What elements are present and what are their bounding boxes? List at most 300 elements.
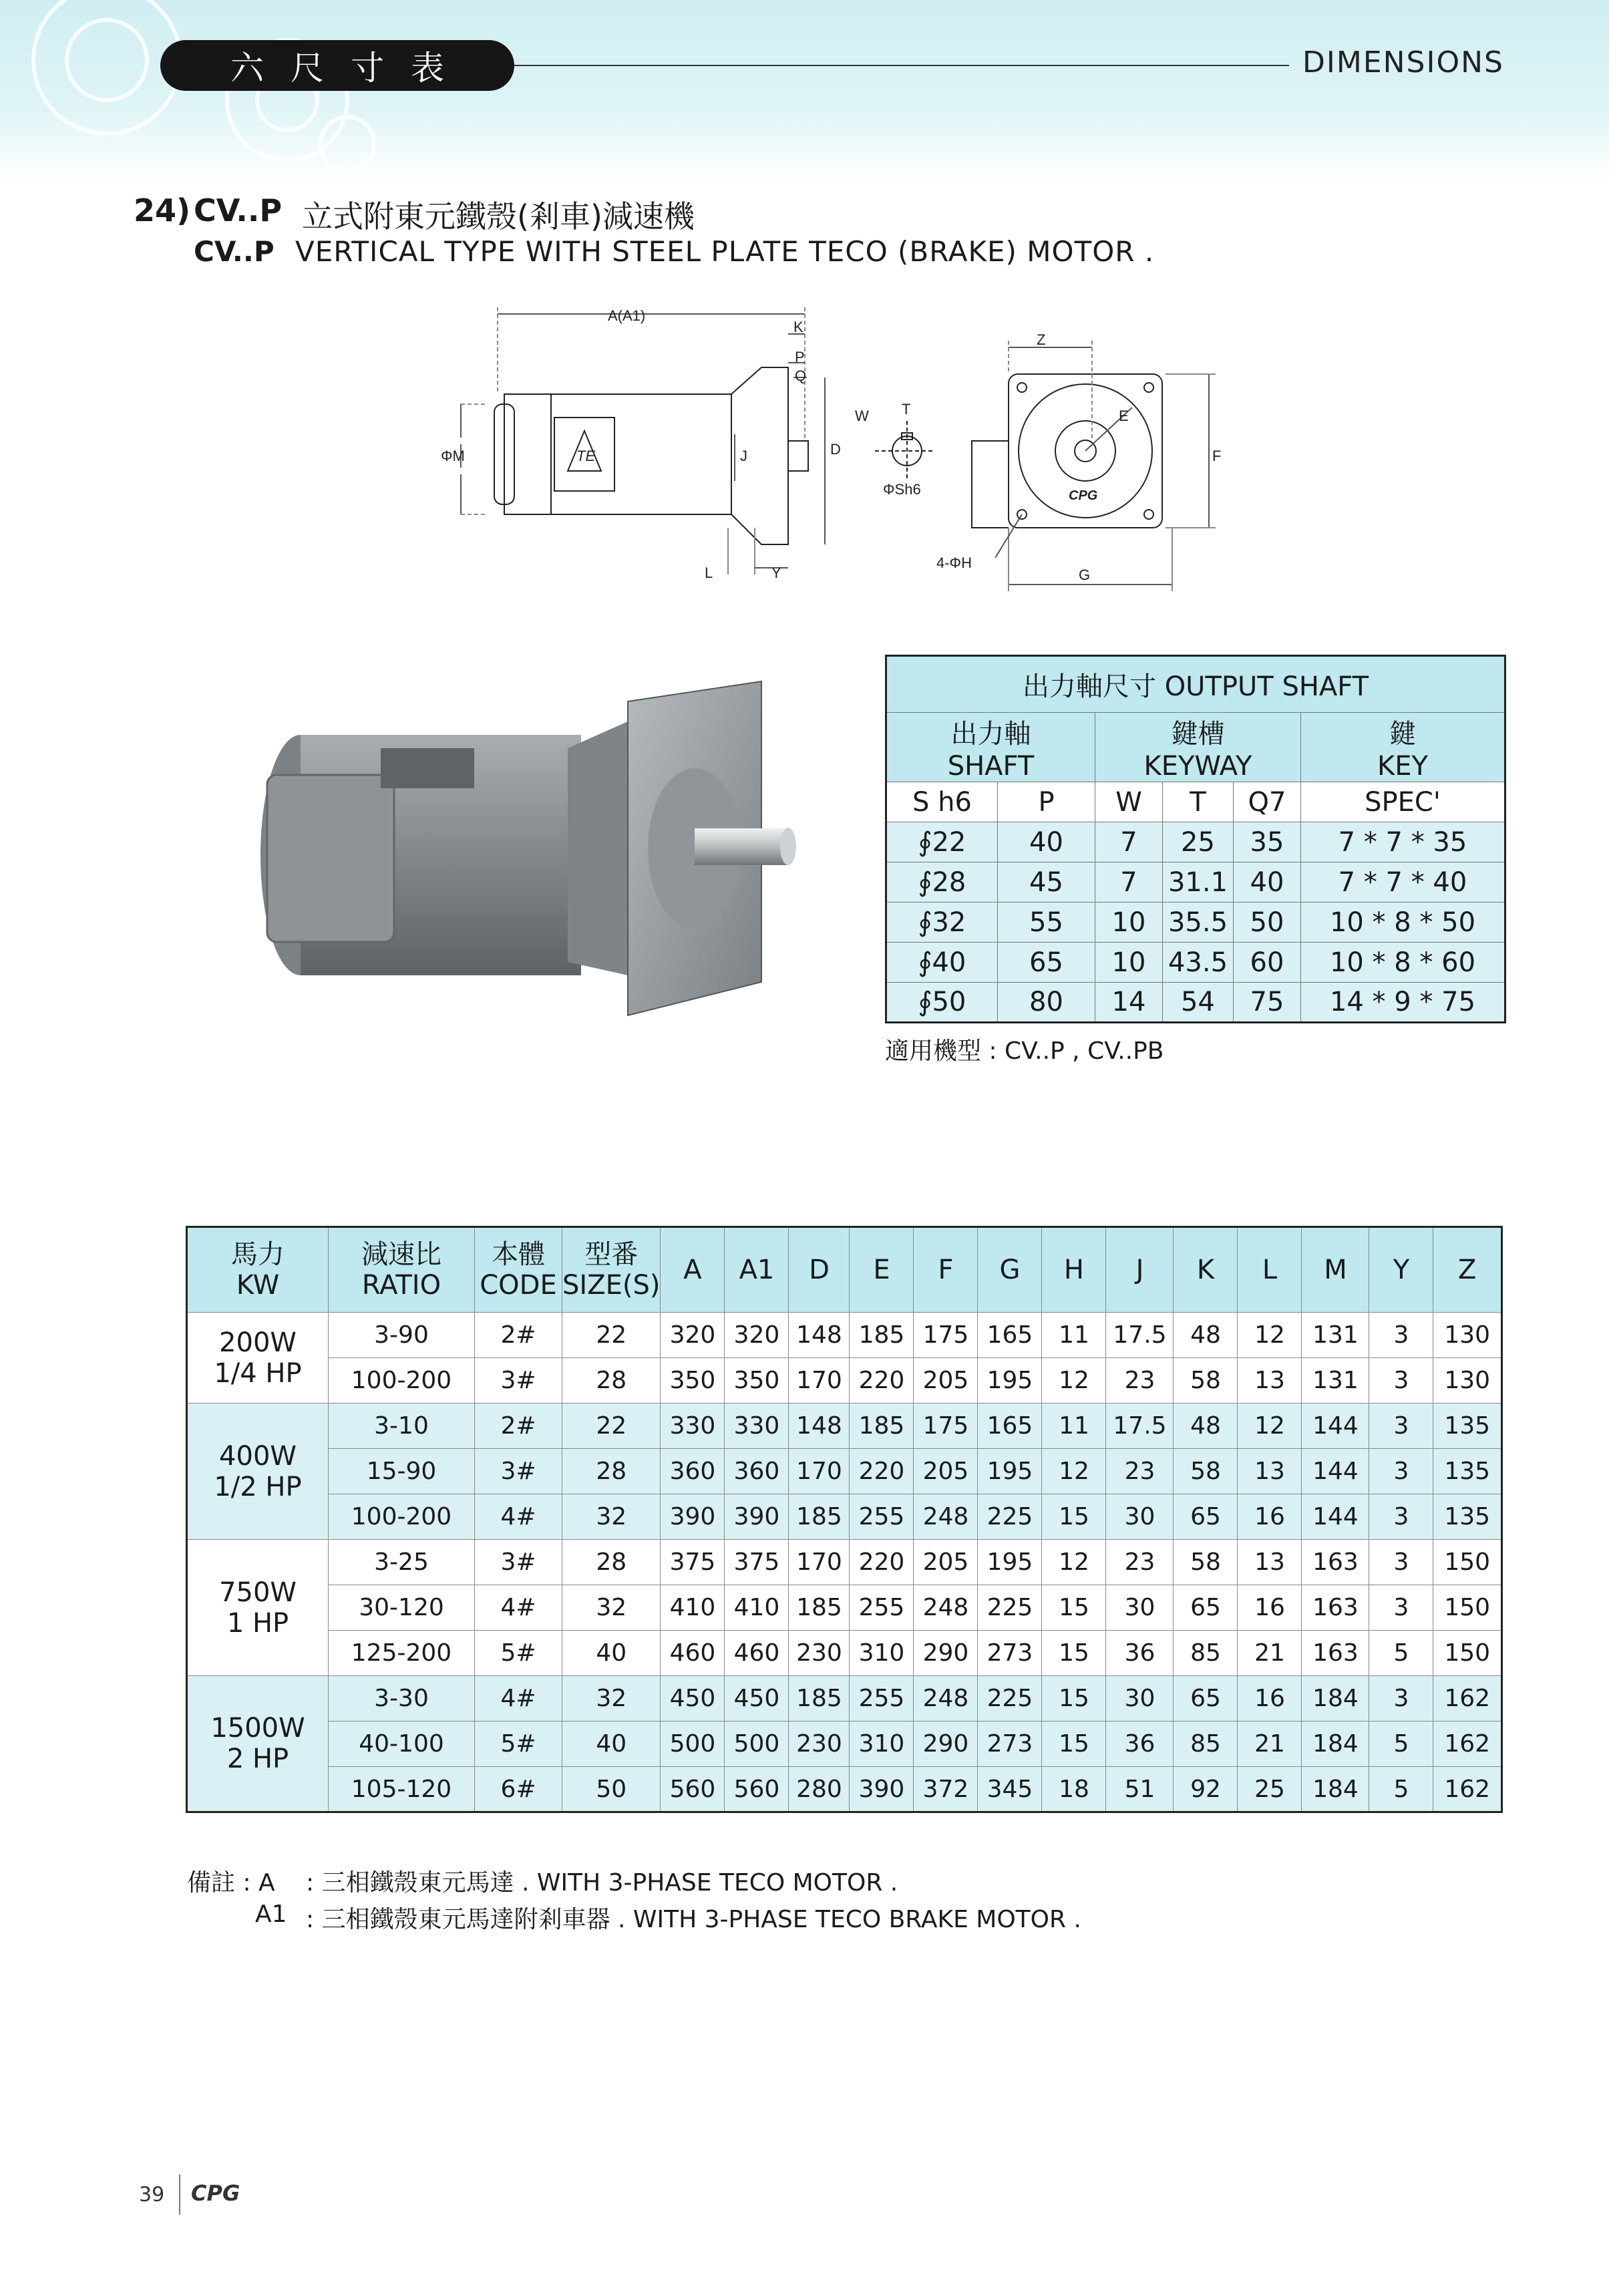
teco-nameplate-logo: TE <box>576 448 596 464</box>
table-cell: 13 <box>1238 1449 1302 1494</box>
shaft-label-t: T <box>902 401 911 418</box>
front-view-drawing <box>928 327 1229 595</box>
table-row <box>886 983 1505 1023</box>
table-cell: 30-120 <box>329 1585 475 1631</box>
table-cell: 10 <box>1095 943 1163 983</box>
dimension-label-q: Q <box>795 367 807 384</box>
table-cell: 11 <box>1042 1404 1106 1449</box>
table-cell: 17.5 <box>1106 1313 1174 1358</box>
table-cell: 205 <box>914 1358 978 1404</box>
table-cell: 50 <box>562 1767 661 1812</box>
table-cell: 65 <box>998 943 1095 983</box>
table-row <box>187 1676 1502 1721</box>
table-cell: 7 <box>1095 862 1163 903</box>
table-cell: 3 <box>1369 1494 1433 1540</box>
table-cell: 330 <box>661 1404 725 1449</box>
table-cell: 220 <box>850 1358 914 1404</box>
table-cell: 28 <box>562 1358 661 1404</box>
power-rating-cell <box>187 1540 329 1676</box>
note-label-a: 備註 : A <box>187 1869 275 1897</box>
table-cell: ∮32 <box>886 903 998 943</box>
table-cell: 58 <box>1174 1449 1238 1494</box>
table-cell: 3 <box>1369 1404 1433 1449</box>
table-cell: 163 <box>1302 1631 1369 1676</box>
table-cell: 280 <box>789 1767 850 1812</box>
power-rating-cell <box>187 1676 329 1812</box>
table-cell: 32 <box>562 1585 661 1631</box>
front-label-e: E <box>1119 407 1129 424</box>
power-watts: 1500W <box>210 1713 305 1744</box>
table-cell: 3 <box>1369 1676 1433 1721</box>
section-title-en: DIMENSIONS <box>1302 45 1504 79</box>
table-cell: 3 <box>1369 1313 1433 1358</box>
table-cell: 135 <box>1433 1449 1502 1494</box>
table-cell: 185 <box>850 1313 914 1358</box>
table-cell: 375 <box>661 1540 725 1585</box>
table-row <box>187 1449 1502 1494</box>
header-cn: 型番 <box>584 1239 639 1270</box>
table-cell: 13 <box>1238 1540 1302 1585</box>
table-cell: 16 <box>1238 1585 1302 1631</box>
table-cell: 3# <box>475 1540 562 1585</box>
table-row <box>187 1358 1502 1404</box>
table-cell: 58 <box>1174 1358 1238 1404</box>
header-cn: 馬力 <box>231 1239 285 1270</box>
table-cell: 32 <box>562 1494 661 1540</box>
key-group-cn: 鍵 <box>1389 719 1416 750</box>
table-cell: 163 <box>1302 1540 1369 1585</box>
column-header: A1 <box>725 1227 789 1313</box>
table-cell: 320 <box>661 1313 725 1358</box>
table-cell: 65 <box>1174 1585 1238 1631</box>
table-cell: 360 <box>725 1449 789 1494</box>
dimension-label-m: ΦM <box>441 448 465 464</box>
table-cell: 18 <box>1042 1767 1106 1812</box>
table-cell: 255 <box>850 1676 914 1721</box>
table-cell: 195 <box>978 1358 1042 1404</box>
table-cell: 230 <box>789 1721 850 1767</box>
table-cell: 560 <box>661 1767 725 1812</box>
table-cell: 55 <box>998 903 1095 943</box>
table-cell: 10 * 8 * 50 <box>1301 903 1505 943</box>
table-cell: 85 <box>1174 1721 1238 1767</box>
table-cell: 150 <box>1433 1585 1502 1631</box>
table-cell: 372 <box>914 1767 978 1812</box>
table-cell: 2# <box>475 1404 562 1449</box>
table-cell: 58 <box>1174 1540 1238 1585</box>
power-watts: 750W <box>219 1577 297 1608</box>
table-cell: 345 <box>978 1767 1042 1812</box>
table-cell: 15 <box>1042 1494 1106 1540</box>
table-cell: 170 <box>789 1358 850 1404</box>
table-cell: 185 <box>789 1585 850 1631</box>
table-cell: 175 <box>914 1404 978 1449</box>
table-cell: 100-200 <box>329 1358 475 1404</box>
table-cell: 105-120 <box>329 1767 475 1812</box>
table-cell: 135 <box>1433 1404 1502 1449</box>
table-cell: 205 <box>914 1540 978 1585</box>
note-label-a1: A1 <box>255 1901 287 1928</box>
table-cell: 15 <box>1042 1631 1106 1676</box>
table-cell: 50 <box>1234 903 1301 943</box>
power-hp: 1/4 HP <box>214 1357 302 1389</box>
note-text-a: : 三相鐵殼東元馬達 . WITH 3-PHASE TECO MOTOR . <box>306 1869 898 1897</box>
table-cell: 23 <box>1106 1540 1174 1585</box>
table-cell: 390 <box>725 1494 789 1540</box>
table-cell: 195 <box>978 1449 1042 1494</box>
shaft-group-cn: 出力軸 <box>950 719 1031 750</box>
table-cell: 310 <box>850 1721 914 1767</box>
dimension-label-p: P <box>795 349 805 365</box>
table-row <box>886 943 1505 983</box>
table-cell: 170 <box>789 1449 850 1494</box>
applicable-models-note: 適用機型 : CV..P , CV..PB <box>885 1037 1164 1065</box>
key-group-header <box>1301 713 1505 782</box>
front-label-4h: 4-ΦH <box>936 554 972 571</box>
power-hp: 1/2 HP <box>214 1471 302 1502</box>
table-cell: 4# <box>475 1494 562 1540</box>
table-cell: 48 <box>1174 1404 1238 1449</box>
table-cell: 248 <box>914 1676 978 1721</box>
table-cell: 125-200 <box>329 1631 475 1676</box>
table-cell: 130 <box>1433 1313 1502 1358</box>
table-cell: 12 <box>1238 1313 1302 1358</box>
table-cell: 36 <box>1106 1721 1174 1767</box>
table-cell: 4# <box>475 1585 562 1631</box>
shaft-group-header <box>886 713 1095 782</box>
table-cell: 5# <box>475 1631 562 1676</box>
table-cell: 560 <box>725 1767 789 1812</box>
shaft-section-drawing <box>848 394 942 508</box>
shaft-label-sh6: ΦSh6 <box>883 481 921 498</box>
table-cell: 375 <box>725 1540 789 1585</box>
column-header-code <box>475 1227 562 1313</box>
table-cell: 150 <box>1433 1631 1502 1676</box>
power-hp: 2 HP <box>226 1744 289 1774</box>
table-cell: 43.5 <box>1163 943 1234 983</box>
front-label-g: G <box>1079 566 1091 583</box>
table-cell: 184 <box>1302 1676 1369 1721</box>
table-cell: 255 <box>850 1585 914 1631</box>
table-cell: 11 <box>1042 1313 1106 1358</box>
header-en: KW <box>236 1270 280 1301</box>
table-cell: 162 <box>1433 1676 1502 1721</box>
table-cell: 390 <box>850 1767 914 1812</box>
column-header: M <box>1302 1227 1369 1313</box>
column-header-kw <box>187 1227 329 1313</box>
column-header: A <box>661 1227 725 1313</box>
column-header: J <box>1106 1227 1174 1313</box>
table-cell: 35.5 <box>1163 903 1234 943</box>
column-header: H <box>1042 1227 1106 1313</box>
table-row <box>187 1767 1502 1812</box>
table-cell: 195 <box>978 1540 1042 1585</box>
table-cell: 14 * 9 * 75 <box>1301 983 1505 1023</box>
front-brand-mark: CPG <box>1069 488 1098 503</box>
header-en: CODE <box>480 1270 557 1301</box>
column-header: T <box>1163 782 1234 822</box>
table-cell: 22 <box>562 1404 661 1449</box>
table-cell: 130 <box>1433 1358 1502 1404</box>
table-cell: 7 * 7 * 35 <box>1301 822 1505 862</box>
column-header: F <box>914 1227 978 1313</box>
table-cell: 450 <box>661 1676 725 1721</box>
table-cell: 3 <box>1369 1358 1433 1404</box>
table-cell: 225 <box>978 1585 1042 1631</box>
header-cn: 減速比 <box>361 1239 441 1270</box>
table-row <box>187 1313 1502 1358</box>
table-cell: 460 <box>725 1631 789 1676</box>
table-cell: 273 <box>978 1631 1042 1676</box>
table-cell: 185 <box>789 1494 850 1540</box>
table-cell: 360 <box>661 1449 725 1494</box>
table-cell: 135 <box>1433 1494 1502 1540</box>
column-header: E <box>850 1227 914 1313</box>
model-code-cn: CV..P <box>194 192 283 228</box>
key-group-en: KEY <box>1377 751 1428 782</box>
table-cell: 45 <box>998 862 1095 903</box>
table-cell: 28 <box>562 1449 661 1494</box>
power-rating-cell <box>187 1313 329 1404</box>
table-cell: 255 <box>850 1494 914 1540</box>
table-cell: 15 <box>1042 1585 1106 1631</box>
table-cell: 330 <box>725 1404 789 1449</box>
footer-brand-logo: CPG <box>191 2180 240 2206</box>
keyway-group-header <box>1095 713 1301 782</box>
table-cell: 92 <box>1174 1767 1238 1812</box>
table-cell: 15 <box>1042 1721 1106 1767</box>
table-cell: 40 <box>1234 862 1301 903</box>
table-cell: 165 <box>978 1404 1042 1449</box>
table-cell: 144 <box>1302 1494 1369 1540</box>
keyway-group-en: KEYWAY <box>1143 751 1252 782</box>
table-cell: 85 <box>1174 1631 1238 1676</box>
table-cell: 7 * 7 * 40 <box>1301 862 1505 903</box>
table-cell: 144 <box>1302 1404 1369 1449</box>
section-title-cn: 六尺寸表 <box>160 40 514 91</box>
side-view-drawing <box>441 301 868 595</box>
table-cell: 248 <box>914 1494 978 1540</box>
table-cell: 15 <box>1042 1676 1106 1721</box>
table-cell: 185 <box>850 1404 914 1449</box>
dimension-label-k: K <box>793 319 803 335</box>
table-cell: 131 <box>1302 1313 1369 1358</box>
title-description-en: VERTICAL TYPE WITH STEEL PLATE TECO (BRAKE) MOTOR . <box>295 235 1155 268</box>
table-row <box>886 862 1505 903</box>
title-description-cn: 立式附東元鐵殼(剎車)減速機 <box>302 198 695 234</box>
item-number: 24) <box>134 192 191 228</box>
table-cell: 3-10 <box>329 1404 475 1449</box>
table-cell: 184 <box>1302 1721 1369 1767</box>
table-cell: 185 <box>789 1676 850 1721</box>
front-label-f: F <box>1212 448 1222 464</box>
table-cell: 15-90 <box>329 1449 475 1494</box>
table-cell: 31.1 <box>1163 862 1234 903</box>
column-header: P <box>998 782 1095 822</box>
page-number: 39 <box>139 2183 165 2206</box>
column-header: Q7 <box>1234 782 1301 822</box>
output-shaft-title: 出力軸尺寸 OUTPUT SHAFT <box>886 656 1505 713</box>
table-cell: 410 <box>725 1585 789 1631</box>
table-cell: 5 <box>1369 1721 1433 1767</box>
column-header: W <box>1095 782 1163 822</box>
table-cell: 100-200 <box>329 1494 475 1540</box>
table-cell: 248 <box>914 1585 978 1631</box>
table-cell: 184 <box>1302 1767 1369 1812</box>
table-cell: 390 <box>661 1494 725 1540</box>
table-cell: 290 <box>914 1631 978 1676</box>
table-cell: 3 <box>1369 1540 1433 1585</box>
table-row <box>886 822 1505 862</box>
table-cell: 310 <box>850 1631 914 1676</box>
table-cell: 17.5 <box>1106 1404 1174 1449</box>
table-cell: 60 <box>1234 943 1301 983</box>
table-cell: 40 <box>562 1721 661 1767</box>
table-cell: 5 <box>1369 1767 1433 1812</box>
column-header: SPEC' <box>1301 782 1505 822</box>
table-cell: 16 <box>1238 1676 1302 1721</box>
table-cell: 30 <box>1106 1676 1174 1721</box>
table-cell: 163 <box>1302 1585 1369 1631</box>
table-cell: 65 <box>1174 1494 1238 1540</box>
table-cell: 460 <box>661 1631 725 1676</box>
table-cell: 4# <box>475 1676 562 1721</box>
table-cell: 6# <box>475 1767 562 1812</box>
table-cell: 450 <box>725 1676 789 1721</box>
table-cell: 54 <box>1163 983 1234 1023</box>
table-cell: 21 <box>1238 1631 1302 1676</box>
header-en: SIZE(S) <box>562 1270 661 1301</box>
column-header: L <box>1238 1227 1302 1313</box>
column-header: K <box>1174 1227 1238 1313</box>
shaft-group-en: SHAFT <box>947 751 1035 782</box>
table-cell: 75 <box>1234 983 1301 1023</box>
table-row <box>187 1721 1502 1767</box>
model-code-en: CV..P <box>194 235 275 268</box>
column-header: G <box>978 1227 1042 1313</box>
table-row <box>187 1404 1502 1449</box>
table-cell: ∮40 <box>886 943 998 983</box>
table-cell: 205 <box>914 1449 978 1494</box>
table-cell: 148 <box>789 1404 850 1449</box>
table-cell: 7 <box>1095 822 1163 862</box>
table-row <box>187 1540 1502 1585</box>
column-header: D <box>789 1227 850 1313</box>
table-cell: 36 <box>1106 1631 1174 1676</box>
table-cell: 220 <box>850 1449 914 1494</box>
dimension-table-body <box>187 1313 1502 1812</box>
table-cell: 32 <box>562 1676 661 1721</box>
table-cell: 13 <box>1238 1358 1302 1404</box>
table-cell: 80 <box>998 983 1095 1023</box>
shaft-label-w: W <box>855 407 869 424</box>
column-header: S h6 <box>886 782 998 822</box>
table-cell: 3-30 <box>329 1676 475 1721</box>
table-cell: 3 <box>1369 1585 1433 1631</box>
footer-divider <box>179 2174 180 2215</box>
dimension-label-l: L <box>705 564 713 581</box>
column-header: Z <box>1433 1227 1502 1313</box>
note-text-a1: : 三相鐵殼東元馬達附剎車器 . WITH 3-PHASE TECO BRAKE MOTOR . <box>306 1906 1081 1933</box>
table-cell: 28 <box>562 1540 661 1585</box>
table-cell: 65 <box>1174 1676 1238 1721</box>
table-cell: 12 <box>1042 1449 1106 1494</box>
table-cell: 30 <box>1106 1494 1174 1540</box>
table-cell: 3# <box>475 1449 562 1494</box>
table-header-row <box>187 1227 1502 1313</box>
table-cell: 10 <box>1095 903 1163 943</box>
table-cell: 12 <box>1238 1404 1302 1449</box>
table-cell: 220 <box>850 1540 914 1585</box>
table-cell: 23 <box>1106 1358 1174 1404</box>
table-cell: 40 <box>562 1631 661 1676</box>
table-cell: 500 <box>661 1721 725 1767</box>
header-cn: 本體 <box>492 1239 545 1270</box>
table-cell: 12 <box>1042 1358 1106 1404</box>
header-en: RATIO <box>361 1270 441 1301</box>
table-cell: 22 <box>562 1313 661 1358</box>
table-cell: 410 <box>661 1585 725 1631</box>
table-cell: ∮28 <box>886 862 998 903</box>
power-watts: 200W <box>219 1327 297 1358</box>
table-cell: 350 <box>725 1358 789 1404</box>
column-header-size <box>562 1227 661 1313</box>
table-cell: 14 <box>1095 983 1163 1023</box>
table-cell: 162 <box>1433 1767 1502 1812</box>
table-row <box>187 1494 1502 1540</box>
table-cell: 3-25 <box>329 1540 475 1585</box>
column-header-ratio <box>329 1227 475 1313</box>
table-cell: 320 <box>725 1313 789 1358</box>
table-cell: 3# <box>475 1358 562 1404</box>
table-cell: 273 <box>978 1721 1042 1767</box>
dimension-label-y: Y <box>771 564 781 581</box>
table-cell: 225 <box>978 1676 1042 1721</box>
table-cell: 230 <box>789 1631 850 1676</box>
table-cell: 40-100 <box>329 1721 475 1767</box>
table-cell: 51 <box>1106 1767 1174 1812</box>
table-cell: 2# <box>475 1313 562 1358</box>
table-row <box>187 1631 1502 1676</box>
power-watts: 400W <box>219 1440 297 1472</box>
table-cell: 131 <box>1302 1358 1369 1404</box>
table-cell: 148 <box>789 1313 850 1358</box>
table-cell: 48 <box>1174 1313 1238 1358</box>
table-cell: 3-90 <box>329 1313 475 1358</box>
table-cell: 25 <box>1238 1767 1302 1812</box>
output-shaft-table <box>885 655 1506 1023</box>
keyway-group-cn: 鍵槽 <box>1171 719 1225 750</box>
table-cell: 290 <box>914 1721 978 1767</box>
table-cell: 25 <box>1163 822 1234 862</box>
table-cell: 162 <box>1433 1721 1502 1767</box>
table-cell: 16 <box>1238 1494 1302 1540</box>
column-header: Y <box>1369 1227 1433 1313</box>
header-rule <box>514 65 1289 66</box>
table-cell: 40 <box>998 822 1095 862</box>
table-cell: 175 <box>914 1313 978 1358</box>
table-cell: 165 <box>978 1313 1042 1358</box>
front-label-z: Z <box>1037 331 1046 348</box>
table-cell: 12 <box>1042 1540 1106 1585</box>
table-cell: 350 <box>661 1358 725 1404</box>
dimension-label-a-a1: A(A1) <box>608 307 646 324</box>
motor-product-image <box>254 668 815 1029</box>
table-cell: 170 <box>789 1540 850 1585</box>
table-cell: 10 * 8 * 60 <box>1301 943 1505 983</box>
table-cell: 35 <box>1234 822 1301 862</box>
table-row <box>187 1585 1502 1631</box>
